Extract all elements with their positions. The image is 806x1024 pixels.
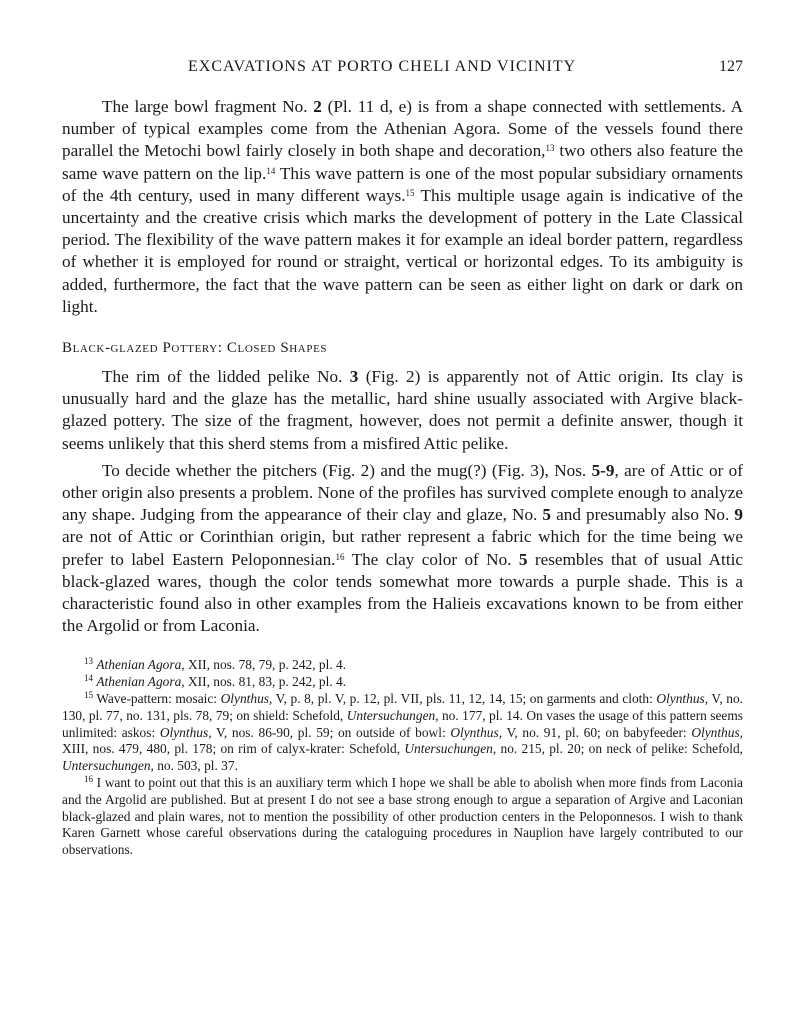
catalogue-number: 3 xyxy=(349,367,359,387)
text-run: V, no. 130, pl. 77, no. 131, pls. 78, 79; on shield: Schefold, xyxy=(62,691,743,723)
text-run: V, p. 8, pl. V, p. 12, pl. VII, pls. 11, 12, 14, 15; on garments and cloth: xyxy=(272,691,657,707)
text-run: two others also feature the same wave pattern on the lip. xyxy=(62,141,743,183)
footnote-ref: 13 xyxy=(84,656,93,667)
text-run: (Fig. 2) is apparently not of Attic origin. Its clay is unusually hard and the glaze has the metallic, hard shine usually associated with Argive black-glazed pottery. The size of the fragment, however, does not permit a definite answer, though it seems unlikely that this sherd stems from a misfired Attic pelike. xyxy=(62,367,743,453)
text-run: V, nos. 86-90, pl. 59; on outside of bowl: xyxy=(211,724,451,740)
italic-title: Athenian Agora, xyxy=(96,674,185,690)
italic-title: Untersuchungen, xyxy=(404,741,497,757)
italic-title: Olynthus, xyxy=(159,724,212,740)
running-header xyxy=(62,58,743,80)
text-run: (Pl. 11 d, e) is from a shape connected with settlements. A number of typical examples come from the Athenian Agora. Some of the vessels found there parallel the Metochi bowl fairly closely in both shape and decoration, xyxy=(62,97,743,161)
section-text xyxy=(62,366,743,637)
footnote-ref: 15 xyxy=(84,690,93,701)
footnote-ref: 13 xyxy=(545,143,555,154)
catalogue-number: 2 xyxy=(313,97,322,116)
text-run: XII, nos. 78, 79, p. 242, pl. 4. xyxy=(184,657,347,673)
footnote xyxy=(62,691,743,775)
running-title: EXCAVATIONS AT PORTO CHELI AND VICINITY xyxy=(188,58,577,75)
body-paragraph xyxy=(62,366,743,455)
footnote xyxy=(62,674,743,691)
footnote-ref: 14 xyxy=(266,165,276,176)
text-run: are not of Attic or Corinthian origin, but rather represent a fabric which for the time being we prefer to label Eastern Peloponnesian. xyxy=(62,527,743,569)
body-paragraph xyxy=(62,96,743,318)
text-run: The rim of the lidded pelike No. xyxy=(102,367,350,387)
text-run: no. 503, pl. 37. xyxy=(153,758,238,774)
text-run: no. 215, pl. 20; on neck of pelike: Schefold, xyxy=(496,741,743,757)
intro-text xyxy=(62,96,743,318)
footnotes xyxy=(62,657,743,859)
text-run: no. 177, pl. 14. On vases the usage of this pattern seems unlimited: askos: xyxy=(62,707,743,740)
text-run: This multiple usage again is indicative of the uncertainty and the creative crisis which marks the development of pottery in the Late Classical period. The flexibility of the wave pattern makes it for example an ideal border pattern, regardless of whether it is employed for round or straight, vertical or horizontal edges. To its ambiguity is added, furthermore, the fact that the wave pattern can be seen as either light on dark or dark on light. xyxy=(62,185,743,316)
page-body xyxy=(62,96,743,859)
footnote-ref: 16 xyxy=(335,551,345,562)
text-run: resembles that of usual Attic black-glazed wares, though the color tends somewhat more towards a purple shade. This is a characteristic found also in other examples from the Halieis excavations known to be from either the Argolid or from Laconia. xyxy=(62,549,743,636)
italic-title: Olynthus, xyxy=(220,691,273,707)
italic-title: Untersuchungen, xyxy=(346,707,439,723)
footnote-ref: 15 xyxy=(405,187,415,198)
catalogue-number: 5-9 xyxy=(591,460,615,480)
text-run: Wave-pattern: mosaic: xyxy=(93,691,221,707)
text-run: I want to point out that this is an auxiliary term which I hope we shall be able to abolish when more finds from Laconia and the Argolid are published. But at present I do not see a base strong enough to argue a separation of Argive and Laconian black-glazed and plain wares, not to mention the possibility of other production centers in the Peloponnesos. I wish to thank Karen Garnett whose careful observations during the cataloguing procedures in Nauplion have largely contributed to our observations. xyxy=(62,775,743,858)
text-run: To decide whether the pitchers (Fig. 2) and the mug(?) (Fig. 3), Nos. xyxy=(102,460,592,480)
text-run: XIII, nos. 479, 480, pl. 178; on rim of calyx-krater: Schefold, xyxy=(62,741,405,757)
footnote-ref: 16 xyxy=(84,774,93,785)
italic-title: Olynthus, xyxy=(450,724,503,740)
catalogue-number: 5 xyxy=(542,505,552,525)
footnote-ref: 14 xyxy=(84,673,93,684)
catalogue-number: 9 xyxy=(734,505,743,525)
text-run: V, no. 91, pl. 60; on babyfeeder: xyxy=(502,724,692,740)
italic-title: Olynthus, xyxy=(691,724,744,740)
italic-title: Athenian Agora, xyxy=(96,657,185,673)
footnote xyxy=(62,775,743,859)
body-paragraph xyxy=(62,460,743,638)
section-heading: Black-glazed Pottery: Closed Shapes xyxy=(62,340,328,357)
text-run: XII, nos. 81, 83, p. 242, pl. 4. xyxy=(184,674,347,690)
text-run: The large bowl fragment No. xyxy=(102,97,314,116)
footnote xyxy=(62,657,743,674)
text-run: This wave pattern is one of the most popular subsidiary ornaments of the 4th century, used in many different ways. xyxy=(62,163,743,205)
text-run: and presumably also No. xyxy=(551,505,735,525)
catalogue-number: 5 xyxy=(518,549,528,569)
italic-title: Untersuchungen, xyxy=(62,758,154,774)
text-run: The clay color of No. xyxy=(344,549,519,569)
page-number: 127 xyxy=(719,58,743,75)
text-run: , are of Attic or of other origin also presents a problem. None of the profiles has survived complete enough to analyze any shape. Judging from the appearance of their clay and glaze, No. xyxy=(62,460,743,525)
italic-title: Olynthus, xyxy=(656,691,709,707)
